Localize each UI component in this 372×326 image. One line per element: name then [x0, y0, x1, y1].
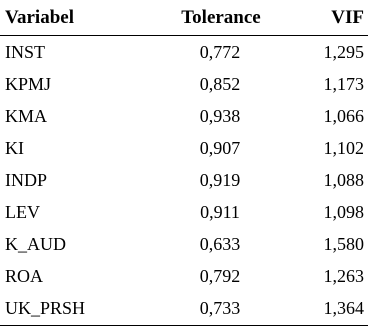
tolerance-value: 0,907 — [199, 137, 241, 158]
header-row — [0, 0, 368, 36]
variable-name: KPMJ — [5, 73, 52, 94]
variable-name: ROA — [5, 266, 44, 287]
table-row — [0, 196, 368, 228]
variable-name: UK_PRSH — [0, 293, 158, 326]
variable-name: INST — [5, 41, 45, 62]
header-vif: VIF — [278, 0, 368, 36]
tolerance-value: 0,911 — [200, 202, 240, 223]
vif-value: 1,066 — [323, 105, 364, 126]
table-row — [0, 36, 368, 69]
variable-name: K_AUD — [5, 234, 66, 255]
tolerance-value: 0,938 — [199, 105, 241, 126]
table-row — [0, 229, 368, 261]
variable-name: KMA — [5, 105, 48, 126]
vif-value: 1,173 — [323, 73, 364, 94]
tolerance-value: 0,792 — [199, 266, 241, 287]
table-row — [0, 164, 368, 196]
table-row — [0, 132, 368, 164]
table-row — [0, 100, 368, 132]
variable-name: KI — [5, 137, 24, 158]
variable-name: INDP — [5, 169, 48, 190]
vif-value: 1,102 — [323, 137, 364, 158]
header-variabel: Variabel — [0, 0, 158, 36]
tolerance-value: 0,633 — [199, 234, 241, 255]
variable-name: LEV — [5, 202, 40, 223]
vif-value: 1,088 — [323, 169, 364, 190]
vif-value: 1,263 — [323, 266, 364, 287]
vif-value: 1,295 — [323, 41, 364, 62]
table-row — [0, 261, 368, 293]
tolerance-value: 0,772 — [199, 41, 241, 62]
table-header — [0, 0, 368, 36]
tolerance-value: 0,733 — [158, 293, 278, 326]
header-tolerance: Tolerance — [158, 0, 278, 36]
table-body — [0, 36, 368, 326]
vif-value: 1,580 — [323, 234, 364, 255]
tolerance-value: 0,852 — [199, 73, 241, 94]
tolerance-value: 0,919 — [199, 169, 241, 190]
table-row — [0, 68, 368, 100]
table-row — [0, 293, 368, 326]
vif-value: 1,364 — [278, 293, 368, 326]
vif-value: 1,098 — [323, 202, 364, 223]
